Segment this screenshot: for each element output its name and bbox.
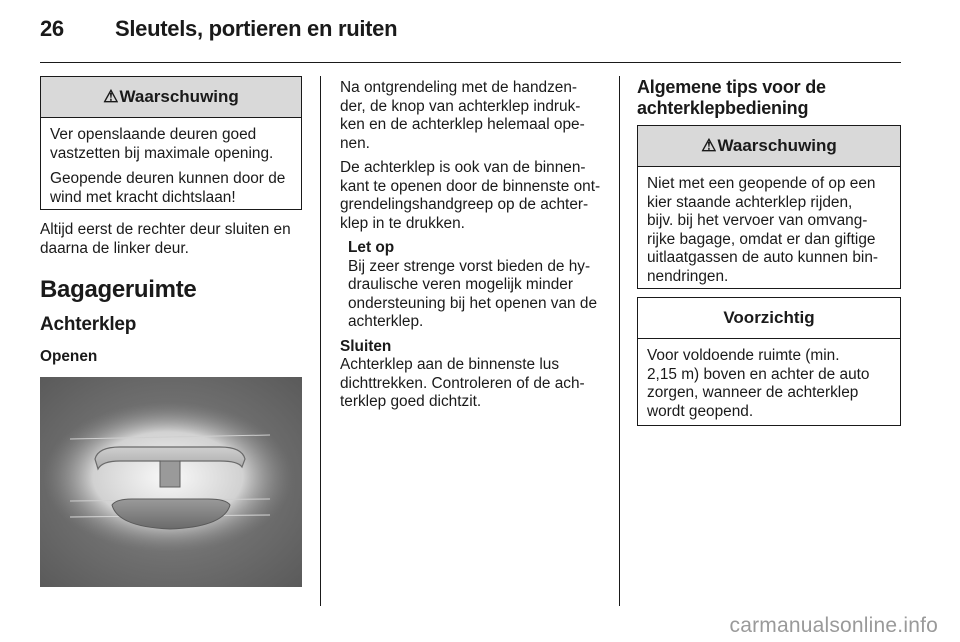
text-line: 2,15 m) boven en achter de auto	[647, 365, 870, 383]
caution-box-header: Voorzichtig	[638, 298, 900, 339]
text-line: bijv. bij het vervoer van omvang-	[647, 212, 868, 229]
text-line: draulische veren mogelijk minder	[348, 276, 573, 293]
text-line: Ver openslaande deuren goed	[50, 126, 257, 143]
middle-column-text	[340, 79, 610, 418]
caution-box	[637, 297, 901, 426]
warning-paragraph	[50, 126, 292, 163]
warning-triangle-icon: ⚠	[103, 87, 119, 106]
warning-box-body	[638, 167, 900, 286]
text-line: wind met kracht dichtslaan!	[50, 188, 236, 206]
subheading-openen: Openen	[40, 348, 98, 365]
column-divider-right	[619, 76, 620, 606]
closing-heading: Sluiten	[340, 337, 392, 355]
warning-heading: Waarschuwing	[119, 87, 239, 106]
text-line: der, de knop van achterklep indruk-	[340, 97, 581, 115]
page-number: 26	[40, 16, 64, 41]
watermark: carmanualsonline.info	[729, 614, 938, 637]
warning-box-tailgate	[637, 125, 901, 289]
text-line: daarna de linker deur.	[40, 239, 189, 257]
text-line: nen.	[340, 134, 370, 152]
warning-heading: Waarschuwing	[717, 136, 837, 155]
closing-paragraph	[340, 338, 610, 412]
tips-heading	[637, 77, 902, 119]
warning-box-body	[41, 118, 301, 207]
text-line: Voor voldoende ruimte (min.	[647, 347, 840, 364]
header-rule	[40, 62, 901, 63]
warning-paragraph	[50, 170, 292, 207]
text-line: nendringen.	[647, 267, 729, 285]
heading-line: Algemene tips voor de	[637, 77, 826, 97]
text-line: Geopende deuren kunnen door de	[50, 170, 286, 187]
note-paragraph	[340, 239, 610, 332]
text-line: Altijd eerst de rechter deur sluiten en	[40, 221, 291, 238]
warning-box-header	[638, 126, 900, 167]
text-line: rijke bagage, omdat er dan giftige	[647, 230, 876, 248]
tailgate-handle-drawing	[40, 377, 302, 587]
heading-line: achterklepbediening	[637, 98, 809, 118]
column-divider-left	[320, 76, 321, 606]
text-line: Na ontgrendeling met de handzen-	[340, 79, 578, 96]
text-line: Niet met een geopende of op een	[647, 175, 876, 192]
inside-opening-paragraph	[340, 159, 610, 233]
text-line: zorgen, wanneer de achterklep	[647, 384, 859, 401]
text-line: vastzetten bij maximale opening.	[50, 144, 274, 162]
text-line: klep in te drukken.	[340, 214, 465, 232]
text-line: grendelingshandgreep op de achter-	[340, 196, 589, 213]
caution-box-body	[638, 339, 900, 421]
text-line: dichttrekken. Controleren of de ach-	[340, 374, 585, 392]
warning-triangle-icon: ⚠	[701, 136, 717, 155]
body-paragraph-doors	[40, 221, 310, 258]
chapter-title: Sleutels, portieren en ruiten	[115, 16, 398, 41]
text-line: ken en de achterklep helemaal ope-	[340, 116, 585, 133]
intro-paragraph	[340, 79, 610, 153]
text-line: kant te openen door de binnenste ont-	[340, 177, 601, 195]
text-line: achterklep.	[348, 313, 424, 330]
text-line: kier staande achterklep rijden,	[647, 193, 853, 211]
warning-box-header	[41, 77, 301, 118]
text-line: Achterklep aan de binnenste lus	[340, 356, 560, 373]
text-line: De achterklep is ook van de binnen-	[340, 159, 586, 176]
text-line: Bij zeer strenge vorst bieden de hy-	[348, 257, 591, 275]
section-heading: Bagageruimte	[40, 276, 197, 303]
text-line: uitlaatgassen de auto kunnen bin-	[647, 249, 879, 266]
warning-box-doors	[40, 76, 302, 210]
tailgate-handle-illustration	[40, 377, 302, 587]
text-line: terklep goed dichtzit.	[340, 393, 482, 410]
text-line: ondersteuning bij het openen van de	[348, 294, 598, 312]
note-label: Let op	[348, 239, 395, 256]
text-line: wordt geopend.	[647, 402, 754, 420]
subsection-heading: Achterklep	[40, 314, 137, 335]
